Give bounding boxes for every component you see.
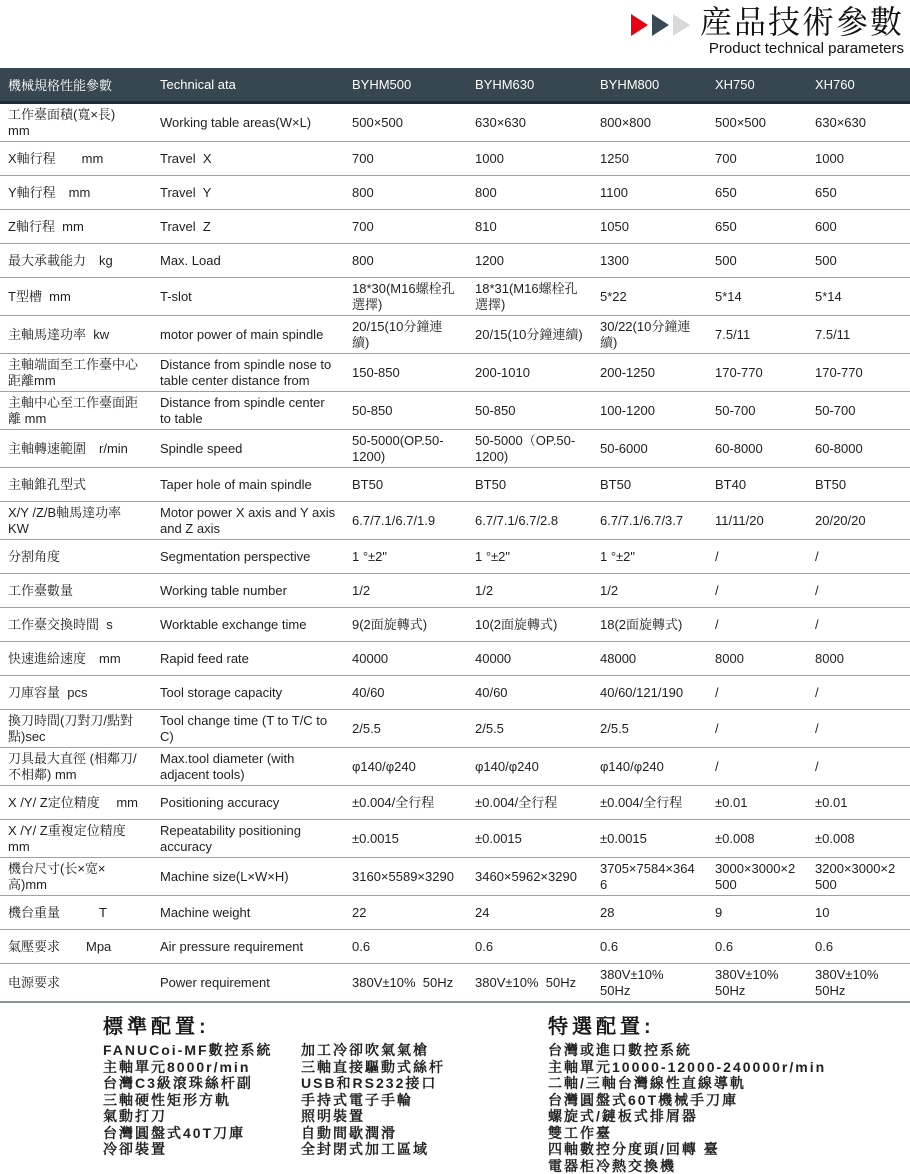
spec-value: 60-8000 — [707, 430, 807, 468]
spec-value: 18*31(M16螺栓孔選擇) — [467, 278, 592, 316]
spec-label-en: Air pressure requirement — [152, 930, 344, 964]
spec-value: 630×630 — [467, 103, 592, 142]
spec-label-zh: 主軸中心至工作臺面距離 mm — [0, 392, 152, 430]
table-row — [0, 210, 910, 244]
spec-value: 380V±10% 50Hz — [807, 964, 910, 1003]
spec-value: 1 °±2" — [467, 540, 592, 574]
table-row — [0, 642, 910, 676]
spec-value: 5*14 — [707, 278, 807, 316]
config-item: 三軸硬性矩形方軌 — [103, 1092, 301, 1109]
table-row — [0, 502, 910, 540]
triangle-gray-icon — [673, 14, 690, 36]
column-header-2: BYHM500 — [344, 68, 467, 103]
spec-label-zh: 分割角度 — [0, 540, 152, 574]
spec-value: 800 — [467, 176, 592, 210]
table-row — [0, 710, 910, 748]
spec-label-en: Positioning accuracy — [152, 786, 344, 820]
spec-value: ±0.004/全行程 — [467, 786, 592, 820]
table-row — [0, 278, 910, 316]
config-item: 冷卻裝置 — [103, 1141, 301, 1158]
spec-value: 200-1250 — [592, 354, 707, 392]
spec-label-en: Travel Y — [152, 176, 344, 210]
spec-label-zh: 主軸端面至工作臺中心距離mm — [0, 354, 152, 392]
spec-label-zh: X/Y /Z/B軸馬達功率 KW — [0, 502, 152, 540]
standard-config-list-2 — [301, 1042, 445, 1158]
spec-label-zh: 快速進給速度 mm — [0, 642, 152, 676]
spec-value: 1300 — [592, 244, 707, 278]
spec-value: 6.7/7.1/6.7/3.7 — [592, 502, 707, 540]
spec-value: ±0.0015 — [344, 820, 467, 858]
spec-value: 20/20/20 — [807, 502, 910, 540]
spec-value: 380V±10% 50Hz — [467, 964, 592, 1003]
spec-label-zh: 最大承載能力 kg — [0, 244, 152, 278]
spec-value: / — [707, 676, 807, 710]
spec-value: 100-1200 — [592, 392, 707, 430]
spec-value: 0.6 — [592, 930, 707, 964]
spec-label-en: Taper hole of main spindle — [152, 468, 344, 502]
spec-value: 20/15(10分鐘連續) — [467, 316, 592, 354]
spec-value: ±0.01 — [707, 786, 807, 820]
spec-value: 3000×3000×2500 — [707, 858, 807, 896]
spec-value: 2/5.5 — [467, 710, 592, 748]
spec-value: 10(2面旋轉式) — [467, 608, 592, 642]
table-row — [0, 176, 910, 210]
spec-label-zh: 工作臺交換時間 s — [0, 608, 152, 642]
spec-label-zh: 氣壓要求 Mpa — [0, 930, 152, 964]
spec-value: ±0.004/全行程 — [344, 786, 467, 820]
config-section — [0, 1010, 910, 1174]
spec-label-zh: 換刀時間(刀對刀/點對點)sec — [0, 710, 152, 748]
table-row — [0, 858, 910, 896]
spec-value: 50-850 — [467, 392, 592, 430]
spec-value: 3160×5589×3290 — [344, 858, 467, 896]
spec-label-zh: X /Y/ Z重複定位精度 mm — [0, 820, 152, 858]
spec-value: 700 — [707, 142, 807, 176]
spec-value: 40/60 — [467, 676, 592, 710]
spec-value: 650 — [707, 176, 807, 210]
spec-label-en: Tool change time (T to T/C to C) — [152, 710, 344, 748]
spec-value: ±0.008 — [707, 820, 807, 858]
spec-value: BT50 — [592, 468, 707, 502]
spec-value: 18*30(M16螺栓孔選擇) — [344, 278, 467, 316]
spec-value: 10 — [807, 896, 910, 930]
spec-value: φ140/φ240 — [592, 748, 707, 786]
table-row — [0, 964, 910, 1003]
triangle-icons — [631, 14, 694, 36]
spec-value: 5*14 — [807, 278, 910, 316]
spec-label-en: Machine size(L×W×H) — [152, 858, 344, 896]
spec-value: 1100 — [592, 176, 707, 210]
spec-value: 1250 — [592, 142, 707, 176]
spec-value: 500 — [807, 244, 910, 278]
spec-value: 40/60 — [344, 676, 467, 710]
spec-value: 40000 — [344, 642, 467, 676]
spec-value: 500×500 — [344, 103, 467, 142]
spec-label-en: Distance from spindle center to table — [152, 392, 344, 430]
spec-label-zh: X /Y/ Z定位精度 mm — [0, 786, 152, 820]
spec-value: 60-8000 — [807, 430, 910, 468]
spec-label-en: Distance from spindle nose to table center distance from — [152, 354, 344, 392]
spec-value: 500×500 — [707, 103, 807, 142]
spec-label-zh: 工作臺數量 — [0, 574, 152, 608]
table-row — [0, 540, 910, 574]
spec-value: 8000 — [807, 642, 910, 676]
spec-value: 0.6 — [467, 930, 592, 964]
column-header-4: BYHM800 — [592, 68, 707, 103]
table-row — [0, 103, 910, 142]
column-header-1: Technical ata — [152, 68, 344, 103]
spec-value: 3460×5962×3290 — [467, 858, 592, 896]
config-item: 二軸/三軸台灣線性直線導軌 — [548, 1075, 826, 1092]
spec-value: BT40 — [707, 468, 807, 502]
spec-value: 170-770 — [707, 354, 807, 392]
column-header-0: 機械規格性能參數 — [0, 68, 152, 103]
spec-value: 800 — [344, 176, 467, 210]
spec-value: BT50 — [467, 468, 592, 502]
spec-value: 1000 — [467, 142, 592, 176]
spec-label-en: Spindle speed — [152, 430, 344, 468]
spec-value: 800×800 — [592, 103, 707, 142]
spec-value: 50-850 — [344, 392, 467, 430]
spec-value: / — [707, 574, 807, 608]
spec-value: 5*22 — [592, 278, 707, 316]
spec-label-en: Tool storage capacity — [152, 676, 344, 710]
spec-value: 50-6000 — [592, 430, 707, 468]
spec-value: 22 — [344, 896, 467, 930]
config-item: 自動間歇潤滑 — [301, 1125, 445, 1142]
spec-label-zh: 电源要求 — [0, 964, 152, 1003]
spec-label-en: Travel Z — [152, 210, 344, 244]
spec-value: 11/11/20 — [707, 502, 807, 540]
spec-label-zh: 主軸錐孔型式 — [0, 468, 152, 502]
spec-label-en: Machine weight — [152, 896, 344, 930]
spec-label-en: Repeatability positioning accuracy — [152, 820, 344, 858]
config-item: 台灣或進口數控系統 — [548, 1042, 826, 1059]
spec-value: / — [707, 540, 807, 574]
spec-value: 700 — [344, 142, 467, 176]
spec-label-zh: X軸行程 mm — [0, 142, 152, 176]
column-header-3: BYHM630 — [467, 68, 592, 103]
table-row — [0, 142, 910, 176]
spec-value: 150-850 — [344, 354, 467, 392]
spec-label-en: T-slot — [152, 278, 344, 316]
spec-value: 0.6 — [807, 930, 910, 964]
spec-value: 1000 — [807, 142, 910, 176]
spec-value: BT50 — [807, 468, 910, 502]
optional-config-block — [548, 1010, 826, 1174]
page-header — [0, 0, 910, 68]
spec-value: 8000 — [707, 642, 807, 676]
spec-value: 40000 — [467, 642, 592, 676]
spec-value: 200-1010 — [467, 354, 592, 392]
spec-value: / — [807, 574, 910, 608]
spec-label-zh: 機台尺寸(长×宽×高)mm — [0, 858, 152, 896]
config-item: 手持式電子手輪 — [301, 1092, 445, 1109]
config-item: 全封閉式加工區域 — [301, 1141, 445, 1158]
spec-value: 3705×7584×3646 — [592, 858, 707, 896]
spec-value: BT50 — [344, 468, 467, 502]
spec-value: 500 — [707, 244, 807, 278]
spec-value: / — [707, 748, 807, 786]
config-item: 照明裝置 — [301, 1108, 445, 1125]
spec-label-zh: 刀庫容量 pcs — [0, 676, 152, 710]
config-item: 台灣C3級滾珠絲杆副 — [103, 1075, 301, 1092]
spec-value: 20/15(10分鐘連續) — [344, 316, 467, 354]
config-item: 雙工作臺 — [548, 1125, 826, 1142]
spec-value: 1050 — [592, 210, 707, 244]
spec-value: 2/5.5 — [344, 710, 467, 748]
spec-value: 1/2 — [344, 574, 467, 608]
spec-value: 6.7/7.1/6.7/2.8 — [467, 502, 592, 540]
config-item: 主軸單元8000r/min — [103, 1059, 301, 1076]
table-row — [0, 244, 910, 278]
spec-value: 50-700 — [707, 392, 807, 430]
spec-value: 6.7/7.1/6.7/1.9 — [344, 502, 467, 540]
table-row — [0, 896, 910, 930]
spec-value: ±0.0015 — [467, 820, 592, 858]
spec-value: 800 — [344, 244, 467, 278]
config-item: 電器柜冷熱交換機 — [548, 1158, 826, 1174]
config-item: 台灣圓盤式40T刀庫 — [103, 1125, 301, 1142]
spec-label-zh: 工作臺面積(寬×長) mm — [0, 103, 152, 142]
spec-label-en: Motor power X axis and Y axis and Z axis — [152, 502, 344, 540]
table-row — [0, 574, 910, 608]
spec-label-zh: T型槽 mm — [0, 278, 152, 316]
spec-value: / — [707, 710, 807, 748]
spec-value: 810 — [467, 210, 592, 244]
spec-value: 18(2面旋轉式) — [592, 608, 707, 642]
spec-label-en: Working table areas(W×L) — [152, 103, 344, 142]
standard-config-title: 標準配置: — [103, 1010, 548, 1039]
table-header-row — [0, 68, 910, 103]
config-item: 三軸直接驅動式絲杆 — [301, 1059, 445, 1076]
spec-value: / — [807, 540, 910, 574]
spec-label-zh: 機台重量 T — [0, 896, 152, 930]
spec-value: 1 °±2" — [344, 540, 467, 574]
spec-value: 1/2 — [467, 574, 592, 608]
spec-value: / — [707, 608, 807, 642]
page-subtitle: Product technical parameters — [700, 40, 904, 57]
spec-value: ±0.0015 — [592, 820, 707, 858]
spec-value: 50-5000（OP.50-1200) — [467, 430, 592, 468]
standard-config-list-1 — [103, 1042, 301, 1158]
spec-label-en: Max. Load — [152, 244, 344, 278]
spec-value: ±0.008 — [807, 820, 910, 858]
spec-value: ±0.01 — [807, 786, 910, 820]
table-row — [0, 930, 910, 964]
config-item: USB和RS232接口 — [301, 1075, 445, 1092]
column-header-5: XH750 — [707, 68, 807, 103]
spec-value: 700 — [344, 210, 467, 244]
column-header-6: XH760 — [807, 68, 910, 103]
spec-value: 380V±10% 50Hz — [707, 964, 807, 1003]
spec-value: / — [807, 608, 910, 642]
table-row — [0, 392, 910, 430]
standard-config-block — [103, 1010, 548, 1174]
config-item: 螺旋式/鏈板式排屑器 — [548, 1108, 826, 1125]
spec-value: 50-5000(OP.50-1200) — [344, 430, 467, 468]
table-row — [0, 748, 910, 786]
spec-value: 9 — [707, 896, 807, 930]
table-row — [0, 676, 910, 710]
spec-label-en: Power requirement — [152, 964, 344, 1003]
spec-value: / — [807, 710, 910, 748]
spec-value: 630×630 — [807, 103, 910, 142]
table-row — [0, 430, 910, 468]
table-row — [0, 354, 910, 392]
spec-value: 1 °±2" — [592, 540, 707, 574]
table-row — [0, 820, 910, 858]
spec-value: 380V±10% 50Hz — [592, 964, 707, 1003]
spec-table — [0, 68, 910, 1003]
spec-value: 30/22(10分鐘連續) — [592, 316, 707, 354]
spec-value: 2/5.5 — [592, 710, 707, 748]
table-row — [0, 468, 910, 502]
spec-value: 1/2 — [592, 574, 707, 608]
spec-value: 380V±10% 50Hz — [344, 964, 467, 1003]
spec-value: / — [807, 748, 910, 786]
triangle-red-icon — [631, 14, 648, 36]
spec-value: 650 — [707, 210, 807, 244]
spec-label-en: Working table number — [152, 574, 344, 608]
spec-label-en: motor power of main spindle — [152, 316, 344, 354]
spec-value: 48000 — [592, 642, 707, 676]
spec-value: 3200×3000×2500 — [807, 858, 910, 896]
spec-value: 40/60/121/190 — [592, 676, 707, 710]
spec-label-zh: 主軸馬達功率 kw — [0, 316, 152, 354]
config-item: 主軸單元10000-12000-240000r/min — [548, 1059, 826, 1076]
spec-value: / — [807, 676, 910, 710]
table-row — [0, 608, 910, 642]
spec-value: 28 — [592, 896, 707, 930]
spec-value: 7.5/11 — [807, 316, 910, 354]
spec-value: φ140/φ240 — [467, 748, 592, 786]
spec-value: 9(2面旋轉式) — [344, 608, 467, 642]
spec-value: 0.6 — [707, 930, 807, 964]
spec-label-en: Travel X — [152, 142, 344, 176]
table-row — [0, 316, 910, 354]
spec-value: ±0.004/全行程 — [592, 786, 707, 820]
page-title: 産品技術參數 — [700, 6, 904, 40]
spec-value: φ140/φ240 — [344, 748, 467, 786]
spec-label-zh: Y軸行程 mm — [0, 176, 152, 210]
spec-value: 24 — [467, 896, 592, 930]
spec-label-en: Rapid feed rate — [152, 642, 344, 676]
optional-config-list — [548, 1042, 826, 1174]
spec-label-zh: 刀具最大直徑 (相鄰刀/不相鄰) mm — [0, 748, 152, 786]
spec-label-en: Max.tool diameter (with adjacent tools) — [152, 748, 344, 786]
spec-value: 650 — [807, 176, 910, 210]
spec-value: 50-700 — [807, 392, 910, 430]
spec-value: 1200 — [467, 244, 592, 278]
spec-value: 600 — [807, 210, 910, 244]
spec-value: 170-770 — [807, 354, 910, 392]
config-item: 四軸數控分度頭/回轉 臺 — [548, 1141, 826, 1158]
spec-value: 7.5/11 — [707, 316, 807, 354]
spec-label-en: Worktable exchange time — [152, 608, 344, 642]
config-item: 氣動打刀 — [103, 1108, 301, 1125]
triangle-slate-icon — [652, 14, 669, 36]
config-item: FANUCoi-MF數控系統 — [103, 1042, 301, 1059]
spec-label-zh: Z軸行程 mm — [0, 210, 152, 244]
spec-value: 0.6 — [344, 930, 467, 964]
table-row — [0, 786, 910, 820]
optional-config-title: 特選配置: — [548, 1010, 826, 1039]
spec-label-zh: 主軸轉速範圍 r/min — [0, 430, 152, 468]
config-item: 台灣圓盤式60T機械手刀庫 — [548, 1092, 826, 1109]
config-item: 加工冷卻吹氣氣槍 — [301, 1042, 445, 1059]
spec-label-en: Segmentation perspective — [152, 540, 344, 574]
